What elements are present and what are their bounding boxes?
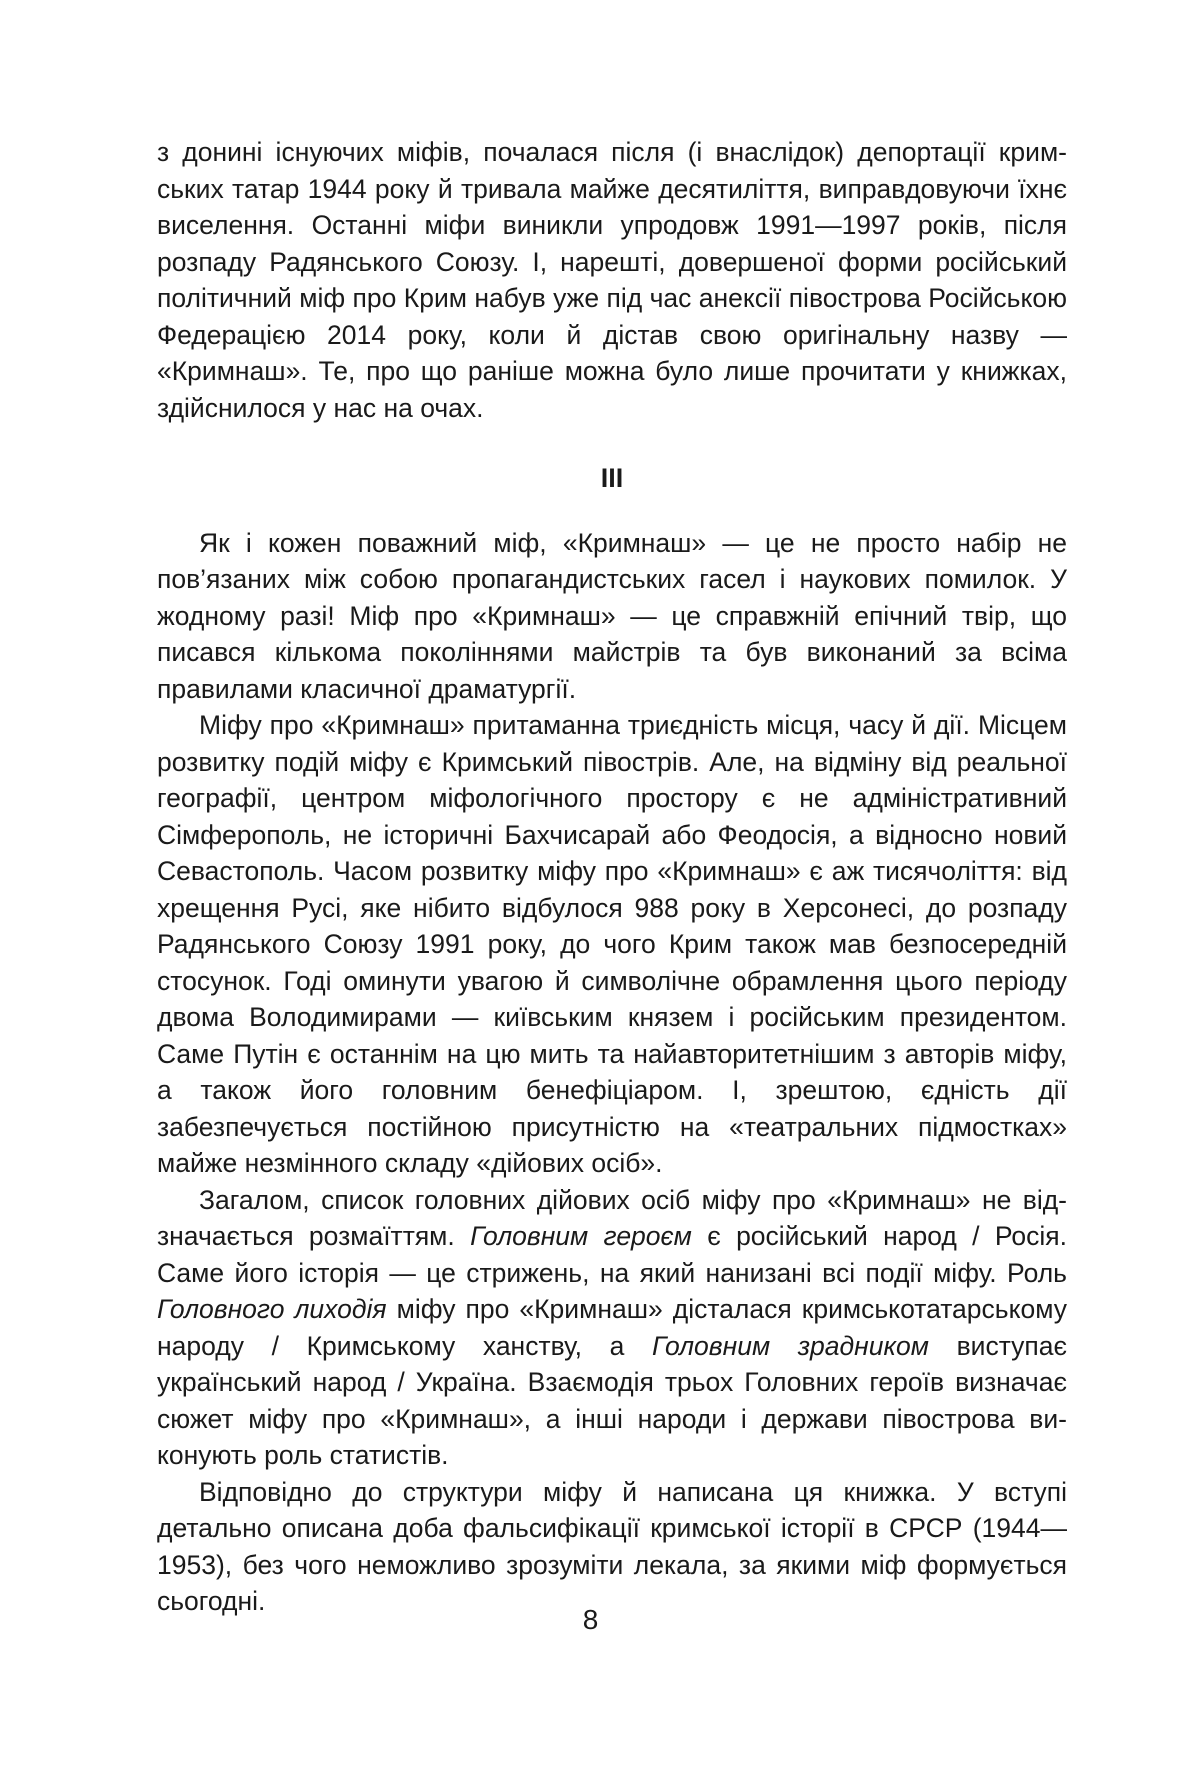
paragraph: [157, 707, 1067, 1182]
text-run: виступає український народ / Україна. Взаємодія трьох Головних героїв визначає сюжет міфу про «Кримнаш», а інші народи і держави півострова виконують роль статистів.: [157, 1330, 1067, 1470]
text-run: Відповідно до структури міфу й написана ця книжка. У вступі детально описана доба фальсифікації кримської історії в СРСР (1944—1953), без чого неможливо зрозуміти лекала, за якими міф формується сьогодні.: [157, 1476, 1067, 1616]
section-heading: III: [600, 463, 624, 493]
page-body: [157, 134, 1067, 1620]
page-number: 8: [582, 1604, 599, 1635]
italic-term: Головним зрадником: [652, 1330, 929, 1361]
text-run: Як і кожен поважний міф, «Кримнаш» — це не просто набір не пов’язаних між собою пропагандистських гасел і наукових помилок. У жодному разі! Міф про «Кримнаш» — це справжній епічний твір, що писався кількома поколіннями майстрів та був виконаний за всіма правилами класичної драматургії.: [157, 527, 1067, 704]
paragraph: [157, 1474, 1067, 1620]
text-run: є російський народ / Росія. Саме його історія — це стрижень, на який нанизані всі події міфу. Роль: [157, 1221, 1067, 1288]
text-run: з донині існуючих міфів, почалася після (і внаслідок) депортації кримських татар 1944 року й тривала майже десятиліття, виправдовуючи їхнє виселення. Останні міфи виникли упродовж 1991—1997 років, після розпаду Радянського Союзу. І, нарешті, довершеної форми російський політичний міф про Крим набув уже під час анексії півострова Російською Федерацією 2014 року, коли й дістав свою оригінальну назву — «Кримнаш». Те, про що раніше можна було лише прочитати у книжках, здійснилося у нас на очах.: [157, 137, 1067, 423]
italic-term: Головним героєм: [470, 1221, 692, 1251]
italic-term: Головного лиходія: [157, 1294, 387, 1324]
text-run: міфу про «Кримнаш» дісталася кримськотатарському народу / Кримському ханству, а: [157, 1294, 1067, 1361]
paragraph: [157, 134, 1067, 426]
text-run: Міфу про «Кримнаш» притаманна триєдність місця, часу й дії. Місцем розвитку подій міфу є Кримський півострів. Але, на відміну від реальної географії, центром міфологічного простору є не адміністративний Сімферополь, не історичні Бахчисарай або Феодосія, а відносно новий Севастополь. Часом розвитку міфу про «Кримнаш» є аж тисячоліття: від хрещення Русі, яке нібито відбулося 988 року в Херсонесі, до розпаду Радянського Союзу 1991 року, до чого Крим також мав безпосередній стосунок. Годі оминути увагою й символічне обрамлення цього періоду двома Володимирами — київським князем і російським президентом. Саме Путін є останнім на цю мить та найавторитетнішим з авторів міфу, а також його головним бенефіціаром. І, зрештою, єдність дії забезпечується постійною присутністю на «театральних підмостках» майже незмінного складу «дійових осіб».: [157, 710, 1067, 1178]
paragraph: [157, 1182, 1067, 1474]
paragraph: [157, 525, 1067, 708]
text-column: [157, 134, 1067, 1620]
text-run: Загалом, список головних дійових осіб міфу про «Кримнаш» не відзначається розмаїттям.: [157, 1184, 1067, 1251]
